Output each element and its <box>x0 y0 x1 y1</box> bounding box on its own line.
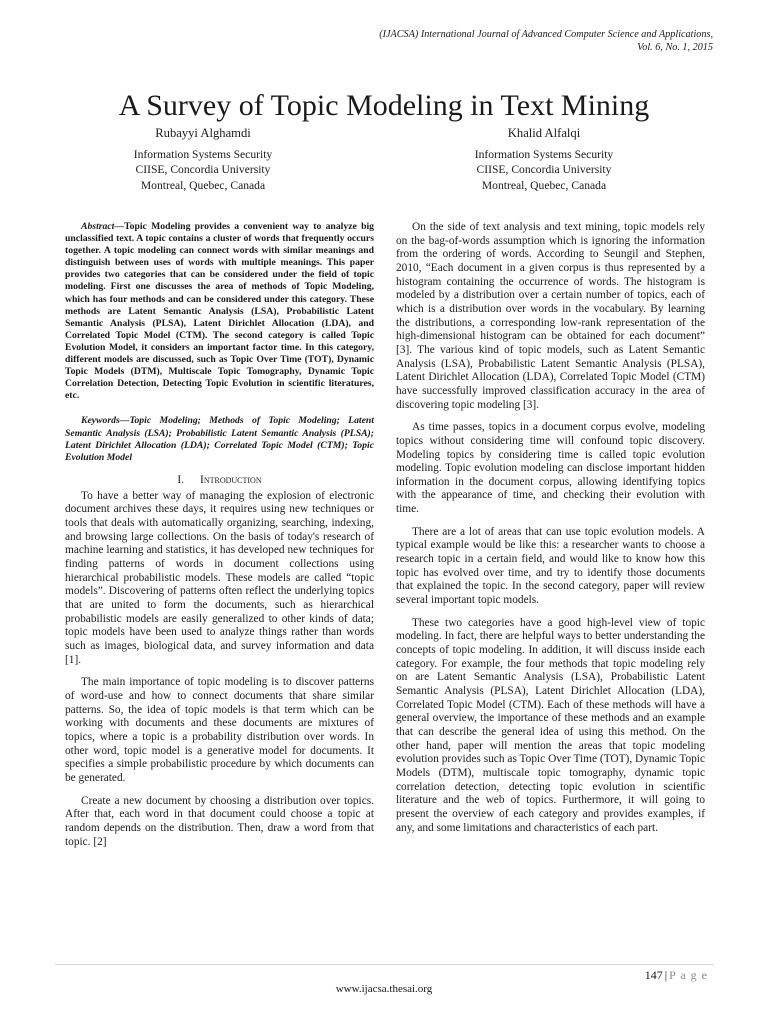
author-department: Information Systems Security <box>474 147 614 161</box>
journal-header <box>153 28 713 54</box>
author-block-2 <box>414 126 674 193</box>
body-paragraph: The main importance of topic modeling is to discover patterns of word-use and how to connect documents that share similar patterns. So, the idea of topic models is that term which can be working with documents and these documents are mixtures of topics, where a topic is a probability distribution over words. In other word, topic model is a generative model for documents. It specifies a simple probabilistic procedure by which documents can be generated. <box>65 676 374 784</box>
abstract-text: Topic Modeling provides a convenient way to analyze big unclassified text. A topic contains a cluster of words that frequently occurs together. A topic modeling can connect words with similar meanings and distinguish between uses of words with multiple meanings. This paper provides two categories that can be considered under the field of topic modeling. First one discusses the area of methods of Topic Modeling, which has four methods and can be considered under this category. These methods are Latent Semantic Analysis (LSA), Probabilistic Latent Semantic Analysis (PLSA), Latent Dirichlet Allocation (LDA), and Correlated Topic Model (CTM). The second category is called Topic Evolution Model, it considers an important factor time. In this category, different models are discussed, such as Topic Over Time (TOT), Dynamic Topic Models (DTM), Multiscale Topic Tomography, Dynamic Topic Correlation Detection, Detecting Topic Evolution in scientific literatures, etc. <box>65 221 374 402</box>
journal-website: www.ijacsa.thesai.org <box>335 983 433 995</box>
footer-divider <box>55 964 714 965</box>
abstract <box>65 221 374 402</box>
page-number-separator: | <box>664 968 668 982</box>
author-location: Montreal, Quebec, Canada <box>140 178 266 192</box>
body-paragraph: On the side of text analysis and text mining, topic models rely on the bag-of-words assumption which is ignoring the information from the ordering of words. According to Seungil and Stephen, 2010, “Each document in a given corpus is thus represented by a histogram containing the occurrence of words. The histogram is modeled by a distribution over a certain number of topics, each of which is a distribution over words in the vocabulary. By learning the distributions, a corresponding low-rank representation of the high-dimensional histogram can be obtained for each document” [3]. The various kind of topic models, such as Latent Semantic Analysis (LSA), Probabilistic Latent Semantic Analysis (PLSA), Latent Dirichlet Allocation (LDA), Correlated Topic Model (CTM) have successfully improved classification accuracy in the area of discovering topic modeling [3]. <box>396 221 705 411</box>
author-institution: CIISE, Concordia University <box>135 163 271 176</box>
page-number-value: 147 <box>644 968 663 982</box>
section-number: I. <box>177 473 185 486</box>
journal-volume: Vol. 6, No. 1, 2015 <box>637 42 713 53</box>
body-paragraph: Create a new document by choosing a distribution over topics. After that, each word in that document could choose a topic at random depends on the distribution. Then, draw a word from that topic. [2] <box>65 794 374 848</box>
body-paragraph: There are a lot of areas that can use topic evolution models. A typical example would be like this: a researcher wants to choose a research topic in a certain field, and would like to know how this topic has evolved over time, and try to identify those documents that explained the topic. In the second category, paper will review several important topic models. <box>396 525 705 607</box>
body-paragraph: These two categories have a good high-level view of topic modeling. In fact, there are helpful ways to better understanding the concepts of topic modeling. In addition, it will discuss inside each category. For example, the four methods that topic modeling rely on are Latent Semantic Analysis (LSA), Probabilistic Latent Semantic Analysis (PLSA), Latent Dirichlet Allocation (LDA), Correlated Topic Model (CTM). Each of these methods will have a general overview, the importance of these methods and an example that can describe the general idea of using this method. On the other hand, paper will mention the areas that topic modeling evolution provides such as Topic Over Time (TOT), Dynamic Topic Models (DTM), multiscale topic tomography, dynamic topic correlation detection, detecting topic evolution in scientific literature and the web of topics. Furthermore, it will going to present the overview of each category and provides examples, if any, and some limitations and characteristics of each part. <box>396 616 705 834</box>
author-name: Khalid Alfalqi <box>507 126 581 140</box>
author-department: Information Systems Security <box>133 147 273 161</box>
right-column <box>396 221 705 844</box>
author-institution: CIISE, Concordia University <box>476 163 612 176</box>
section-heading-introduction <box>65 473 374 487</box>
author-location: Montreal, Quebec, Canada <box>481 178 607 192</box>
page-number <box>645 968 708 983</box>
body-paragraph: To have a better way of managing the explosion of electronic document archives these days, it requires using new techniques or tools that deals with automatically organizing, searching, indexing, and browsing large collections. On the basis of today's research of machine learning and statistics, it has developed new techniques for finding patterns of words in document collections using hierarchical probabilistic models. These models are called “topic models”. Discovering of patterns often reflect the underlying topics that are united to form the documents, such as hierarchical probabilistic models are easily generalized to other kinds of data; topic models have been used to analyze things rather than words such as images, biological data, and survey information and data [1]. <box>65 489 374 666</box>
body-paragraph: As time passes, topics in a document corpus evolve, modeling topics without considering time will confound topic discovery. Modeling topics by considering time is called topic evolution modeling. Topic evolution modeling can disclose important hidden information in the document corpus, allowing identifying topics with the appearance of time, and checking their evolution with time. <box>396 421 705 516</box>
page-label: P a g e <box>669 968 708 982</box>
author-block-1 <box>73 126 333 193</box>
paper-title: A Survey of Topic Modeling in Text Mining <box>118 89 650 123</box>
author-name: Rubayyi Alghamdi <box>155 126 251 140</box>
section-title: Introduction <box>200 473 262 486</box>
left-column <box>65 221 374 858</box>
journal-name: (IJACSA) International Journal of Advanced Computer Science and Applications, <box>379 29 713 40</box>
keywords: Keywords—Topic Modeling; Methods of Topic Modeling; Latent Semantic Analysis (LSA); Probabilistic Latent Semantic Analysis (PLSA); Latent Dirichlet Allocation (LDA); Correlated Topic Model (CTM); Topic Evolution Model <box>65 415 374 463</box>
abstract-lead: Abstract— <box>81 221 125 232</box>
